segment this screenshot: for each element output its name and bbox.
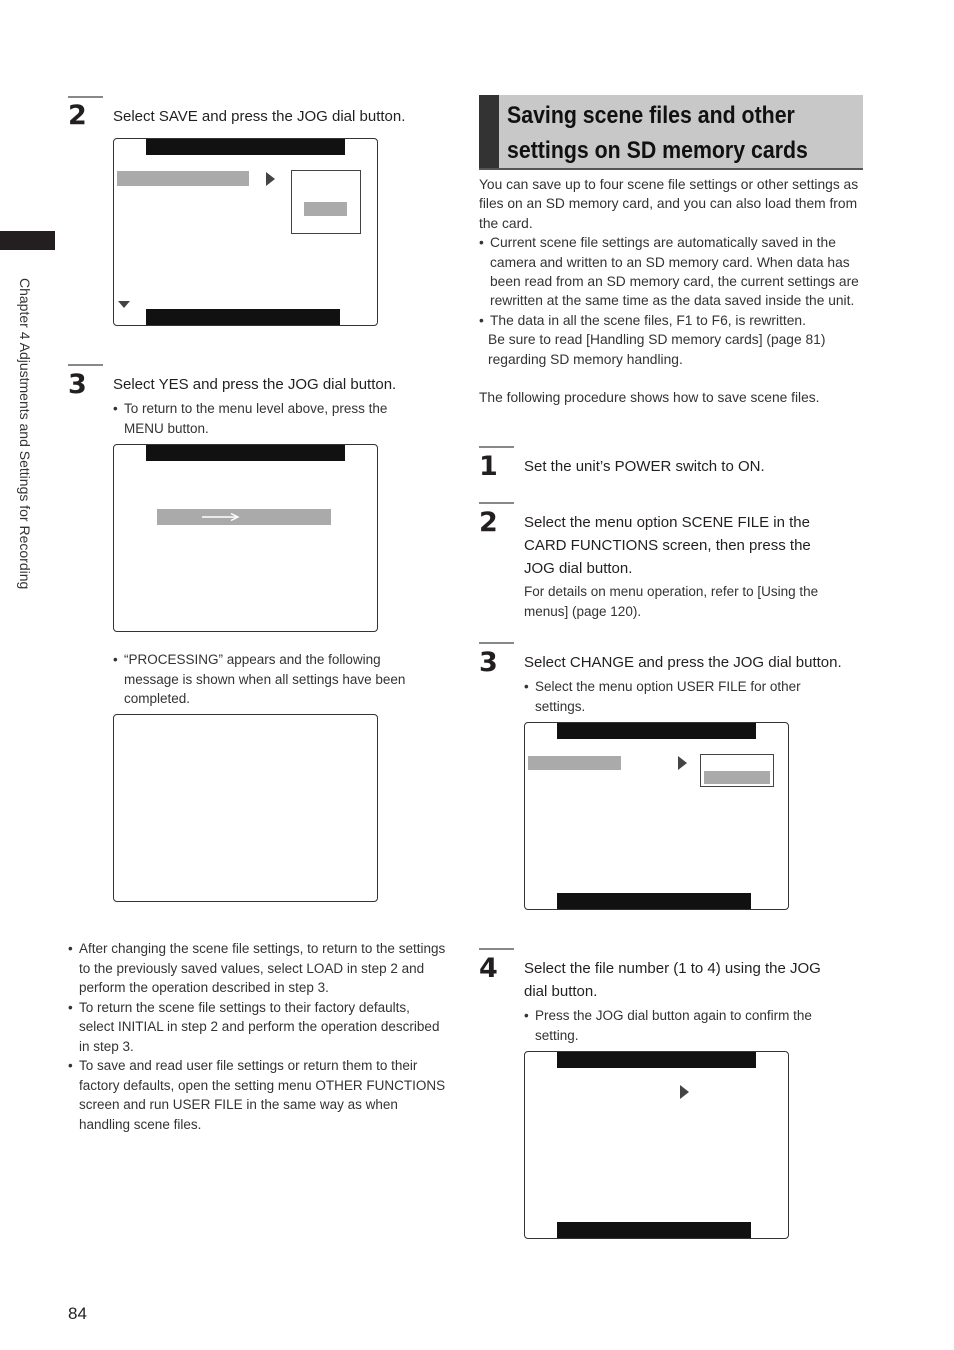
triangle-right-icon (266, 172, 275, 186)
chapter-side-label: Chapter 4 Adjustments and Settings for Recording (17, 278, 33, 590)
list-item: • The data in all the scene files, F1 to F6, is rewritten. (479, 311, 863, 330)
step-number: 3 (479, 647, 498, 678)
step-instruction: Select SAVE and press the JOG dial button. (113, 108, 406, 125)
step-divider (68, 96, 103, 98)
page-number: 84 (68, 1304, 87, 1323)
screen-title-bar (146, 445, 345, 461)
menu-screen-save (113, 138, 378, 326)
submenu-highlight (704, 771, 770, 784)
bottom-notes (68, 939, 448, 1134)
step-divider (479, 502, 514, 504)
title-underline (479, 168, 863, 170)
step-number: 2 (68, 100, 87, 131)
step-number: 2 (479, 507, 498, 538)
procedure-intro: The following procedure shows how to save scene files. (479, 390, 820, 406)
screen-title-bar (557, 1052, 756, 1068)
submenu-highlight (304, 202, 347, 216)
triangle-right-icon (678, 756, 687, 770)
list-item: • To save and read user file settings or return them to their factory defaults, open the setting menu OTHER FUNCTIONS screen and run USER FILE in the same way as when handling scene files. (68, 1056, 448, 1134)
title-accent-bar (479, 95, 499, 170)
triangle-right-icon (680, 1085, 689, 1099)
step-instruction: Select CHANGE and press the JOG dial button. (524, 654, 842, 671)
menu-screen-file-number (524, 1051, 789, 1239)
screen-footer-bar (557, 1222, 751, 1238)
menu-highlight (528, 756, 621, 770)
step-note: • Press the JOG dial button again to confirm the setting. (524, 1006, 854, 1045)
screen-footer-bar (146, 309, 340, 325)
step-note: • To return to the menu level above, press the MENU button. (113, 399, 413, 438)
screen-title-bar (557, 723, 756, 739)
submenu-box (291, 170, 361, 234)
step-divider (479, 446, 514, 448)
screen-footer-bar (557, 893, 751, 909)
step-number: 4 (479, 953, 498, 984)
step-number: 1 (479, 451, 498, 482)
step-instruction: Select the menu option SCENE FILE in the CARD FUNCTIONS screen, then press the JOG dial button. (524, 514, 811, 577)
menu-screen-confirm (113, 444, 378, 632)
chapter-tab-marker (0, 231, 55, 250)
step-note: • Select the menu option USER FILE for other settings. (524, 677, 844, 716)
submenu-box (700, 754, 774, 787)
menu-highlight (157, 509, 331, 525)
list-item: • To return the scene file settings to their factory defaults, select INITIAL in step 2 and perform the operation described in step 3. (68, 998, 448, 1057)
triangle-down-icon (118, 301, 130, 308)
list-item: • Current scene file settings are automatically saved in the camera and written to an SD memory card. When data has been read from an SD memory card, the current settings are rewritten at the same time as the data saved inside the unit. (479, 233, 863, 311)
intro-text: You can save up to four scene file settings or other settings as files on an SD memory card, and you can also load them from the card. • Current scene file settings are automatically saved in the camera and written to an SD memory card. When data has been read from an SD memory card, the current settings are rewritten at the same time as the data saved inside the unit. • The data in all the scene files, F1 to F6, is rewritten. Be sure to read [Handling SD memory cards] (page 81) regarding SD memory handling. The following procedure shows how to save scene files. (479, 175, 863, 407)
page-title: Saving scene files and other settings on SD memory cards (507, 102, 808, 164)
step-divider (479, 948, 514, 950)
list-item-continuation: Be sure to read [Handling SD memory cards] (page 81) regarding SD memory handling. (488, 332, 826, 367)
menu-screen-change (524, 722, 789, 910)
step-divider (68, 364, 103, 366)
step-divider (479, 642, 514, 644)
list-item: • After changing the scene file settings, to return to the settings to the previously saved values, select LOAD in step 2 and perform the operation described in step 3. (68, 939, 448, 998)
step-number: 3 (68, 369, 87, 400)
step-instruction: Select YES and press the JOG dial button. (113, 376, 397, 393)
step-instruction: Set the unit’s POWER switch to ON. (524, 458, 765, 475)
step-note: For details on menu operation, refer to [Using the menus] (page 120). (524, 584, 819, 619)
menu-highlight (117, 171, 249, 186)
long-arrow-right-icon (202, 512, 242, 522)
screen-title-bar (146, 139, 345, 155)
section-title-band (479, 95, 863, 170)
step-instruction: Select the file number (1 to 4) using the JOG dial button. (524, 960, 821, 1000)
menu-screen-complete (113, 714, 378, 902)
processing-note: • “PROCESSING” appears and the following message is shown when all settings have been completed. (113, 650, 433, 709)
